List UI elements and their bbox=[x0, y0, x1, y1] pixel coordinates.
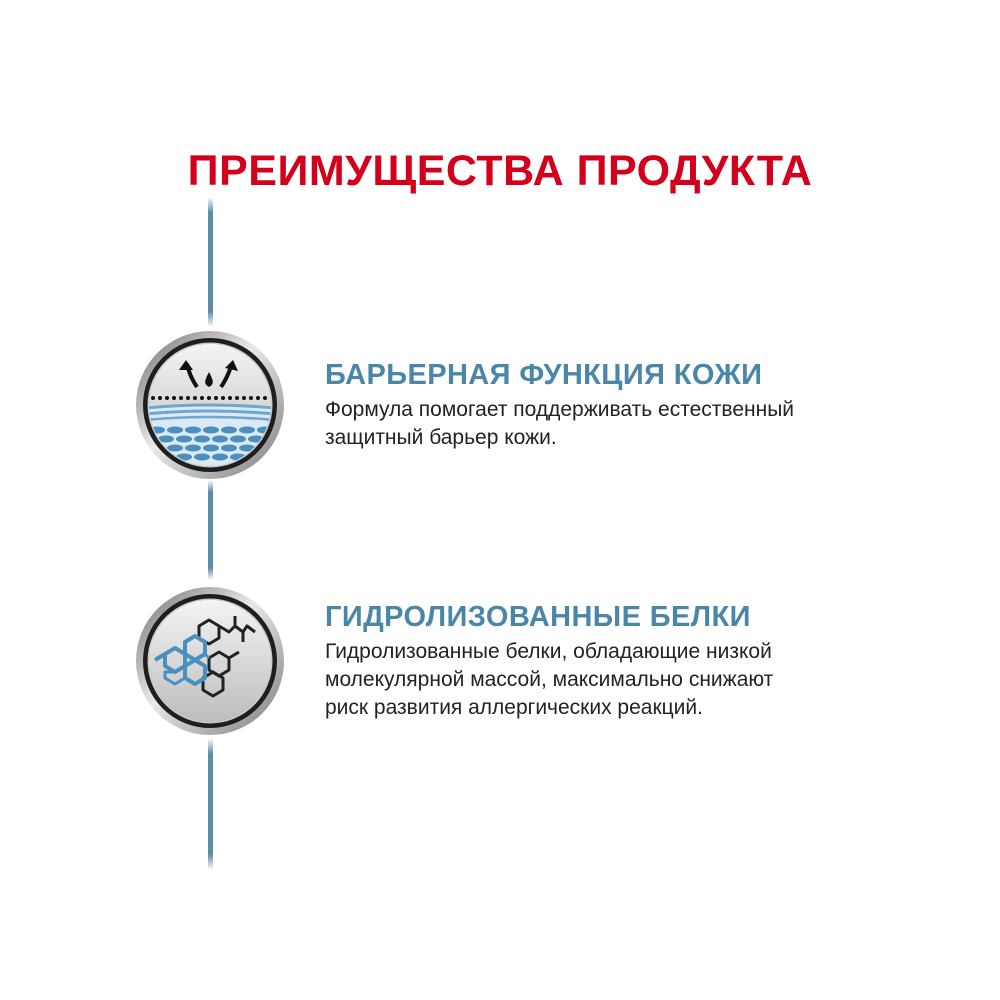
benefit-description bbox=[325, 396, 975, 452]
molecule-badge bbox=[135, 586, 285, 736]
benefit-skin-barrier bbox=[325, 356, 975, 452]
benefit-heading: ГИДРОЛИЗОВАННЫЕ БЕЛКИ bbox=[325, 601, 751, 633]
benefit-hydrolyzed-proteins bbox=[325, 598, 975, 722]
description-line: Формула помогает поддерживать естественный bbox=[325, 398, 795, 421]
description-line: Гидролизованные белки, обладающие низкой bbox=[325, 640, 772, 663]
molecule-icon bbox=[135, 586, 285, 736]
benefit-heading: БАРЬЕРНАЯ ФУНКЦИЯ КОЖИ bbox=[325, 359, 763, 391]
timeline-line-bottom bbox=[208, 738, 213, 870]
timeline-line-middle bbox=[208, 480, 213, 580]
page-title: ПРЕИМУЩЕСТВА ПРОДУКТА bbox=[187, 146, 813, 195]
description-line: молекулярной массой, максимально снижают bbox=[325, 668, 774, 691]
skin-barrier-icon bbox=[135, 330, 285, 480]
benefit-description bbox=[325, 638, 975, 722]
description-line: защитный барьер кожи. bbox=[325, 426, 557, 449]
description-line: риск развития аллергических реакций. bbox=[325, 696, 703, 719]
timeline-line-top bbox=[208, 197, 213, 327]
skin-barrier-badge bbox=[135, 330, 285, 480]
